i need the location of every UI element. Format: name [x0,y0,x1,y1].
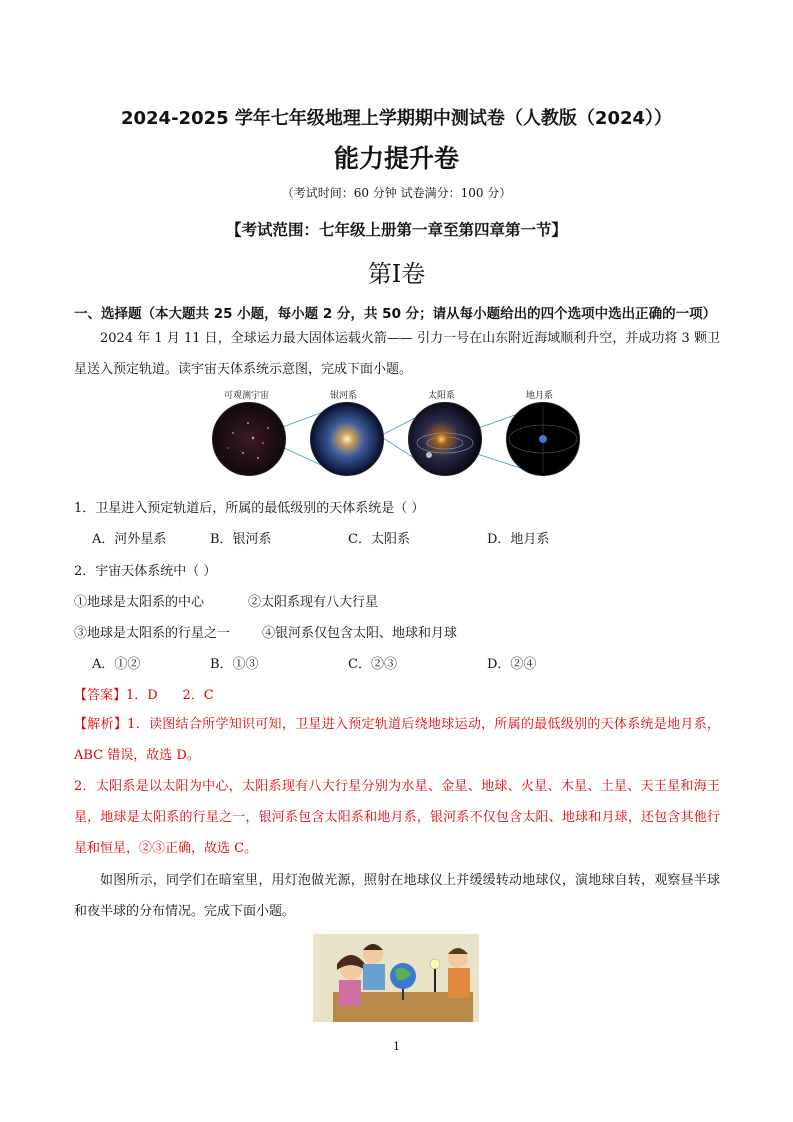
exam-info: （考试时间：60 分钟 试卷满分：100 分） [281,186,512,200]
cosmic-system-figure [210,384,580,484]
page-number: 1 [393,1040,400,1053]
q1-option-a: A．河外星系 [92,532,167,547]
students-globe-lamp-illustration [313,934,479,1022]
label-earth-moon-system: 地月系 [526,391,554,401]
label-observable-universe: 可观测宇宙 [224,391,270,401]
q1-option-d: D．地月系 [487,532,550,547]
analysis-paragraph-1: 【解析】1．读图结合所学知识可知，卫星进入预定轨道后绕地球运动，所属的最低级别的天体系统是地月系，ABC 错误，故选 D。 [74,717,720,763]
question-2-statements-1 [0,591,793,611]
q2-statement-4: ④银河系仅包含太阳、地球和月球 [262,626,458,641]
q2-statement-2: ②太阳系现有八大行星 [248,595,379,610]
section-heading: 一、选择题（本大题共 25 小题，每小题 2 分，共 50 分；请从每小题给出的四个选项中选出正确的一项） [74,306,717,322]
solar-system-image [408,402,482,476]
question-1-options [0,528,793,548]
q2-option-c: C．②③ [348,657,397,672]
question-2-options [0,653,793,673]
q2-statement-3: ③地球是太阳系的行星之一 [74,626,231,641]
milky-way-image [310,402,384,476]
label-milky-way: 银河系 [330,391,358,401]
q2-statement-1: ①地球是太阳系的中心 [74,595,205,610]
question-1-stem: 1．卫星进入预定轨道后，所属的最低级别的天体系统是（ ） [74,501,425,516]
intro-paragraph-2: 如图所示，同学们在暗室里，用灯泡做光源，照射在地球仪上并缓缓转动地球仪，演地球自转，观察昼半球和夜半球的分布情况。完成下面小题。 [74,873,720,919]
intro-paragraph-1: 2024 年 1 月 11 日，全球运力最大固体运载火箭—— 引力一号在山东附近海域顺利升空，并成功将 3 颗卫星送入预定轨道。读宇宙天体系统示意图，完成下面小题。 [74,331,720,377]
question-2-stem: 2．宇宙天体系统中（ ） [74,564,217,579]
q2-option-b: B．①③ [210,657,259,672]
exam-title: 2024-2025 学年七年级地理上学期期中测试卷（人教版（2024）） [120,108,673,129]
q1-option-c: C．太阳系 [348,532,410,547]
q1-option-b: B．银河系 [210,532,272,547]
exam-subtitle: 能力提升卷 [333,144,459,173]
question-2-statements-2 [0,622,793,642]
observable-universe-image [212,402,286,476]
exam-scope: 【考试范围：七年级上册第一章至第四章第一节】 [225,220,567,239]
label-solar-system: 太阳系 [428,391,456,401]
q2-option-d: D．②④ [487,657,537,672]
analysis-paragraph-2: 2．太阳系是以太阳为中心，太阳系现有八大行星分别为水星、金星、地球、火星、木星、土星、天王星和海王星，地球是太阳系的行星之一，银河系包含太阳系和地月系，银河系不仅包含太阳、地球和月球，还包含其他行星和恒星，②③正确，故选 C。 [74,779,720,856]
q2-option-a: A．①② [92,657,141,672]
answer-line: 【答案】1．D 2．C [74,688,214,703]
volume-heading: 第I卷 [367,260,426,288]
earth-moon-system-image [506,402,580,476]
